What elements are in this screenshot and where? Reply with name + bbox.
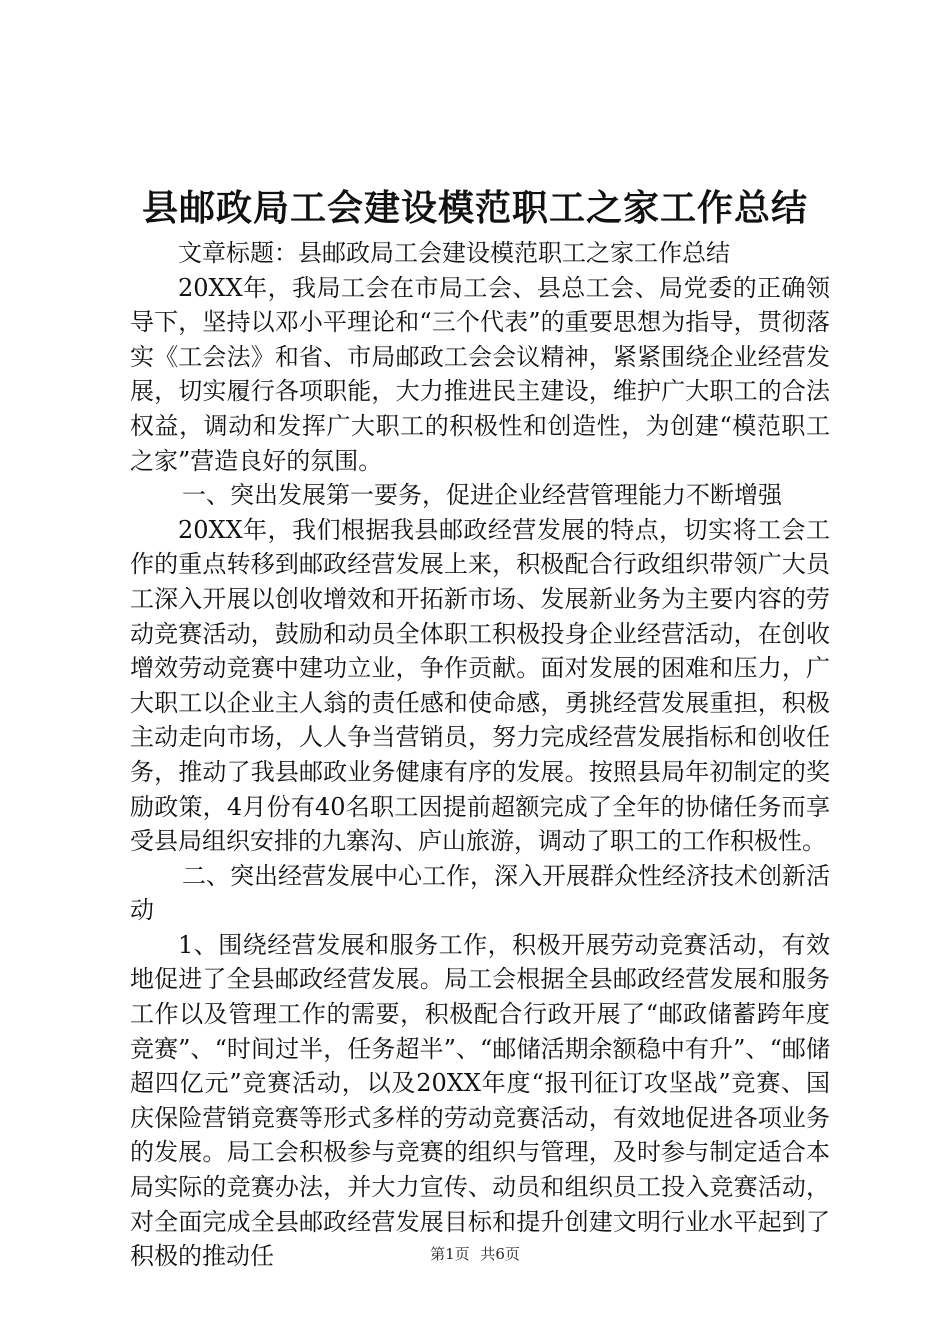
paragraph-intro: 20XX年，我局工会在市局工会、县总工会、局党委的正确领导下，坚持以邓小平理论和“三个代表”的重要思想为指导，贯彻落实《工会法》和省、市局邮政工会会议精神，紧紧围绕企业经营发展，切实履行各项职能，大力推进民主建设，维护广大职工的合法权益，调动和发挥广大职工的积极性和创造性，为创建“模范职工之家”营造良好的氛围。 <box>130 273 830 475</box>
paragraph-section-2-item-1: 1、围绕经营发展和服务工作，积极开展劳动竞赛活动，有效地促进了全县邮政经营发展。局工会根据全县邮政经营发展和服务工作以及管理工作的需要，积极配合行政开展了“邮政储蓄跨年度竞赛”、“时间过半，任务超半”、“邮储活期余额稳中有升”、“邮储超四亿元”竞赛活动，以及20XX年度“报刊征订攻坚战”竞赛、国庆保险营销竞赛等形式多样的劳动竞赛活动，有效地促进各项业务的发展。局工会积极参与竞赛的组织与管理，及时参与制定适合本局实际的竞赛办法，并大力宣传、动员和组织员工投入竞赛活动，对全面完成全县邮政经营发展目标和提升创建文明行业水平起到了积极的推动任 <box>130 930 830 1271</box>
article-title-line: 文章标题：县邮政局工会建设模范职工之家工作总结 <box>178 239 730 267</box>
document-title: 县邮政局工会建设模范职工之家工作总结 <box>141 187 808 229</box>
page-number: 第1页 <box>430 1245 470 1263</box>
section-heading-2: 二、突出经营发展中心工作，深入开展群众性经济技术创新活动 <box>130 861 830 925</box>
page-footer <box>0 1244 950 1264</box>
paragraph-section-1: 20XX年，我们根据我县邮政经营发展的特点，切实将工会工作的重点转移到邮政经营发展上来，积极配合行政组织带领广大员工深入开展以创收增效和开拓新市场、发展新业务为主要内容的劳动竞赛活动，鼓励和动员全体职工积极投身企业经营活动，在创收增效劳动竞赛中建功立业，争作贡献。面对发展的困难和压力，广大职工以企业主人翁的责任感和使命感，勇挑经营发展重担，积极主动走向市场，人人争当营销员，努力完成经营发展指标和创收任务，推动了我县邮政业务健康有序的发展。按照县局年初制定的奖励政策，4月份有40名职工因提前超额完成了全年的协储任务而享受县局组织安排的九寨沟、庐山旅游，调动了职工的工作积极性。 <box>130 515 830 856</box>
document-body <box>130 236 830 1274</box>
section-heading-1: 一、突出发展第一要务，促进企业经营管理能力不断增强 <box>182 481 782 510</box>
page-total: 共6页 <box>480 1245 520 1263</box>
